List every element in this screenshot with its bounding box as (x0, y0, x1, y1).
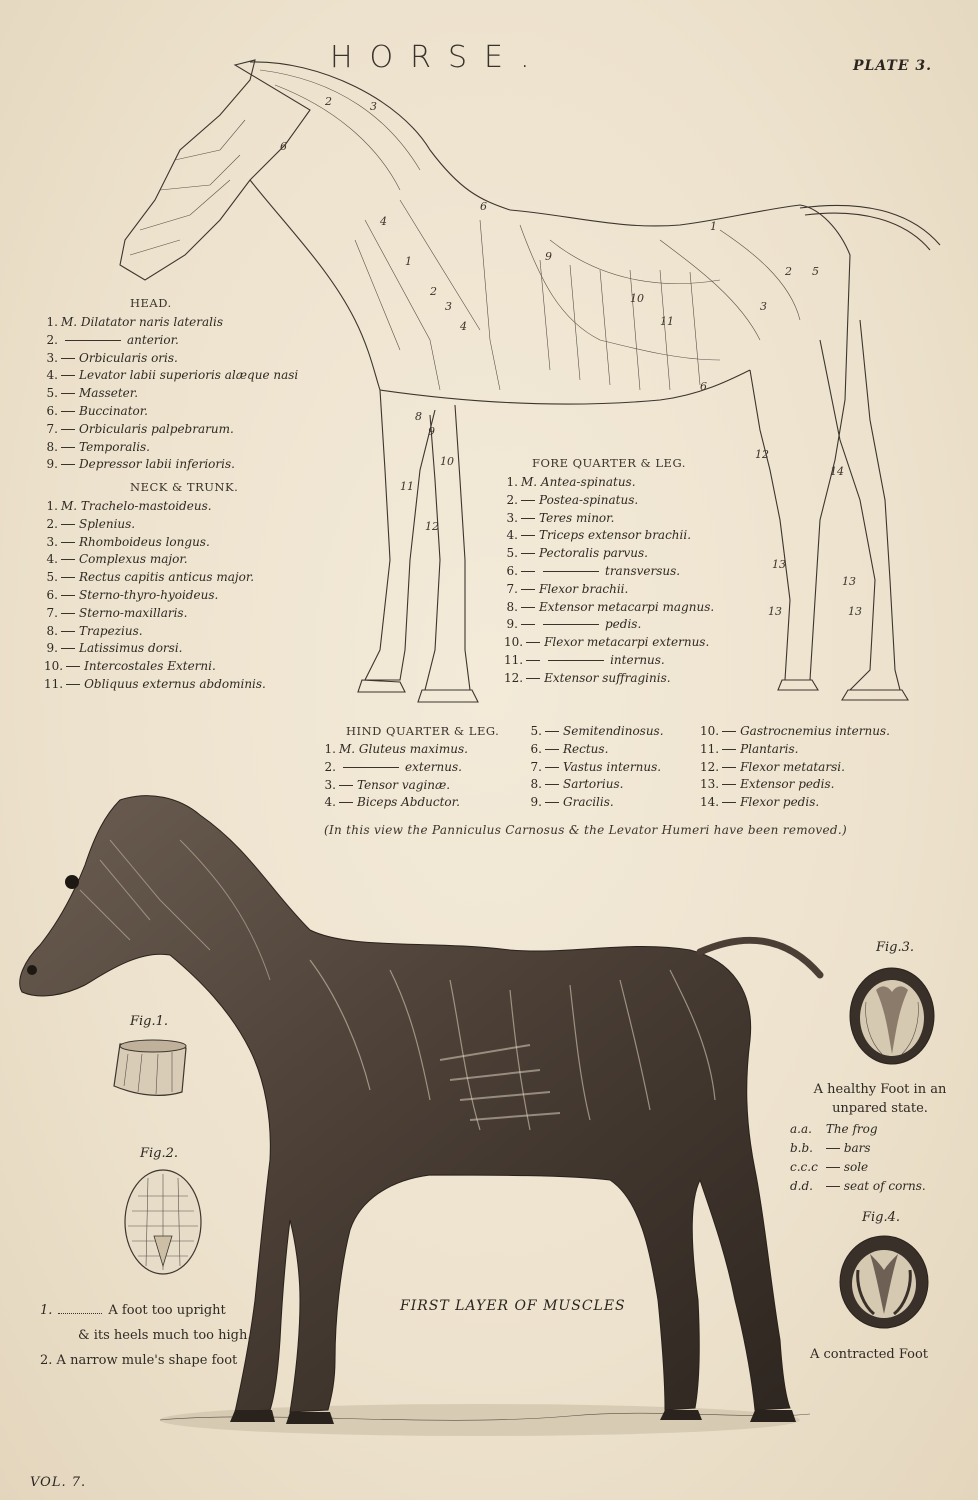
list-item: 4. Levator labii superioris alæque nasi (46, 368, 299, 383)
diagram-label: 5 (812, 265, 819, 278)
list-item: 11. internus. (504, 652, 665, 667)
list-item: 10. Flexor metacarpi externus. (504, 635, 710, 650)
list-item: 7. Sterno-maxillaris. (46, 605, 188, 620)
diagram-label: 12 (755, 448, 769, 461)
caption-line: A healthy Foot in an (813, 1082, 947, 1097)
hind-section-title: HIND QUARTER & LEG. (346, 724, 500, 738)
list-item: 7. Flexor brachii. (506, 581, 629, 596)
list-item: c.c.c sole (790, 1160, 869, 1174)
list-item: 10. Intercostales Externi. (44, 659, 216, 674)
list-item: 8. Sartorius. (530, 777, 624, 792)
diagram-label: 9 (428, 425, 435, 438)
list-item: 12. Extensor suffraginis. (504, 670, 671, 685)
list-item: 1. M. Dilatator naris lateralis (46, 315, 224, 329)
list-item: 3. Tensor vaginæ. (324, 777, 451, 792)
neck-muscle-list (44, 498, 266, 694)
fig4-caption: A contracted Foot (810, 1347, 929, 1362)
fig3-key (790, 1120, 926, 1196)
list-item: 1. M. Trachelo-mastoideus. (46, 499, 212, 513)
diagram-label: 3 (445, 300, 452, 313)
list-item: 12. Flexor metatarsi. (700, 759, 845, 774)
list-item: 6. Rectus. (530, 741, 609, 756)
list-item: 9. Gracilis. (530, 795, 614, 810)
head-muscle-list (44, 314, 298, 474)
diagram-label: 14 (830, 465, 844, 478)
list-item: 7. Orbicularis palpebrarum. (46, 421, 234, 436)
list-item: 6. Buccinator. (46, 403, 148, 418)
diagram-label: 3 (760, 300, 767, 313)
diagram-label: 3 (370, 100, 377, 113)
plate-number: PLATE 3. (852, 58, 932, 74)
list-item: 2. externus. (324, 759, 462, 774)
volume-number: VOL. 7. (30, 1475, 87, 1490)
list-item: d.d. seat of corns. (790, 1179, 926, 1193)
list-item: 6. transversus. (506, 563, 681, 578)
diagram-label: 6 (480, 200, 487, 213)
list-item: 10. Gastrocnemius internus. (700, 724, 890, 738)
list-item: 14. Flexor pedis. (700, 795, 820, 810)
diagram-label: 6 (280, 140, 287, 153)
diagram-label: 6 (700, 380, 707, 393)
first-layer-title: FIRST LAYER OF MUSCLES (400, 1298, 626, 1314)
diagram-label: 11 (400, 480, 414, 493)
diagram-label: 1 (405, 255, 412, 268)
diagram-label: 8 (415, 410, 422, 423)
caption-line: unpared state. (832, 1101, 928, 1116)
list-item: 4. Complexus major. (46, 552, 188, 567)
diagram-label: 13 (848, 605, 862, 618)
list-item: 8. Trapezius. (46, 623, 143, 638)
diagram-label: 9 (545, 250, 552, 263)
diagram-label: 11 (660, 315, 674, 328)
list-item: 4. Triceps extensor brachii. (506, 528, 692, 543)
list-item: 1. M. Antea-spinatus. (506, 475, 636, 489)
list-item: 3. Rhomboideus longus. (46, 534, 210, 549)
head-section-title: HEAD. (130, 296, 172, 310)
diagram-label: 10 (630, 292, 644, 305)
diagram-label: 13 (842, 575, 856, 588)
list-item: 11. Obliquus externus abdominis. (44, 676, 266, 691)
note-line: 1. A foot too upright (40, 1303, 226, 1318)
fig3-caption (800, 1080, 960, 1118)
list-item: 9. pedis. (506, 617, 642, 632)
list-item: 9. Latissimus dorsi. (46, 641, 183, 656)
list-item: 4. Biceps Abductor. (324, 795, 460, 810)
list-item: 5. Semitendinosus. (530, 724, 664, 738)
removed-muscles-note: (In this view the Panniculus Carnosus & the Levator Humeri have been removed.) (324, 823, 847, 837)
left-foot-notes (40, 1298, 251, 1373)
diagram-label: 2 (785, 265, 792, 278)
fig3-healthy-foot (846, 962, 938, 1068)
list-item: 6. Sterno-thyro-hyoideus. (46, 587, 219, 602)
fig1-hoof-upright (108, 1034, 198, 1104)
diagram-label: 13 (772, 558, 786, 571)
diagram-label: 4 (460, 320, 467, 333)
fig1-label: Fig.1. (130, 1014, 169, 1029)
list-item: 8. Extensor metacarpi magnus. (506, 599, 715, 614)
list-item: 7. Vastus internus. (530, 759, 662, 774)
diagram-label: 2 (325, 95, 332, 108)
diagram-label: 4 (380, 215, 387, 228)
list-item: 2. anterior. (46, 332, 179, 347)
list-item: a.a. The frog (790, 1122, 878, 1136)
fig4-contracted-foot (836, 1230, 932, 1330)
list-item: 5. Rectus capitis anticus major. (46, 570, 255, 585)
list-item: 8. Temporalis. (46, 439, 150, 454)
fig2-label: Fig.2. (140, 1146, 179, 1161)
list-item: 5. Pectoralis parvus. (506, 546, 648, 561)
diagram-label: 10 (440, 455, 454, 468)
list-item: 13. Extensor pedis. (700, 777, 835, 792)
list-item: 11. Plantaris. (700, 741, 799, 756)
fore-muscle-list (504, 474, 714, 688)
list-item: 5. Masseter. (46, 386, 139, 401)
fig2-mule-foot (118, 1166, 208, 1280)
diagram-label: 2 (430, 285, 437, 298)
list-item: 3. Teres minor. (506, 510, 615, 525)
list-item: 2. Postea-spinatus. (506, 492, 639, 507)
neck-section-title: NECK & TRUNK. (130, 480, 239, 494)
note-line: & its heels much too high. (78, 1328, 252, 1343)
fig4-label: Fig.4. (862, 1210, 901, 1225)
list-item: 9. Depressor labii inferioris. (46, 457, 235, 472)
list-item: 2. Splenius. (46, 516, 136, 531)
page-title: HORSE. (330, 40, 547, 75)
note-line: 2. A narrow mule's shape foot (40, 1353, 238, 1368)
list-item: 1. M. Gluteus maximus. (324, 742, 468, 756)
list-item: 3. Orbicularis oris. (46, 350, 178, 365)
fore-section-title: FORE QUARTER & LEG. (532, 456, 686, 470)
fig3-label: Fig.3. (876, 940, 915, 955)
diagram-label: 12 (425, 520, 439, 533)
list-item: b.b. bars (790, 1141, 871, 1155)
diagram-label: 1 (710, 220, 717, 233)
diagram-label: 13 (768, 605, 782, 618)
